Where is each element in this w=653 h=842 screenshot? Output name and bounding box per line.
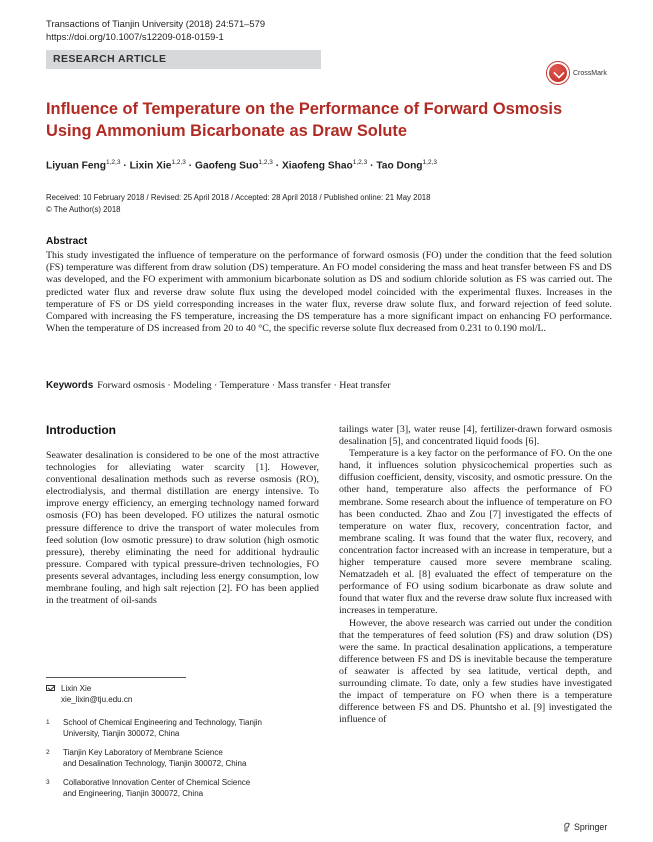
corresponding-email[interactable]: xie_lixin@tju.edu.cn [61,695,133,704]
doi-link[interactable]: https://doi.org/10.1007/s12209-018-0159-1 [46,31,224,42]
author-affiliation: 1,2,3 [171,159,186,166]
keywords-label: Keywords [46,380,94,391]
author-separator: · [123,160,127,172]
crossmark-label: CrossMark [573,69,607,77]
author-name[interactable]: Xiaofeng Shao [281,160,353,172]
publication-dates [46,192,430,215]
author-affiliation: 1,2,3 [422,159,437,166]
article-title [46,99,606,142]
copyright-notice: © The Author(s) 2018 [46,204,121,214]
publisher-name: Springer [574,822,608,832]
publisher-logo [563,822,607,832]
abstract-heading: Abstract [46,236,88,247]
intro-paragraph-continued: tailings water [3], water reuse [4], fertilizer-drawn forward osmosis desalination [5], and concentrated liquid foods [6]. [339,424,612,448]
affiliation-line: Tianjin Key Laboratory of Membrane Science [63,748,223,757]
intro-paragraph-3: However, the above research was carried out under the condition that the temperatures of feed solution (FS) and draw solution (DS) were the same. In practical desalination applications, a temperature difference between FS and DS is inevitable because the temperature of seawater is affected by sea latitude, vertical depth, and surrounding climate. To date, only a few studies have investigated the impact of temperature on FO when there is a temperature difference between FS and DS. Phuntsho et al. [9] investigated the influence of [339,617,612,726]
intro-left-column: Seawater desalination is considered to be one of the most attractive technologies for alleviating water scarcity [1]. However, conventional desalination methods such as reverse osmosis (RO), electrodialysis, and thermal distillation are energy intensive. To improve energy efficiency, an emerging technology named forward osmosis (FO) has been developed. FO utilizes the natural osmotic pressure difference to drive the transport of water molecules from feed solution (low osmotic pressure) to draw solution (high osmotic pressure), thereby eliminating the need for additional hydraulic pressure. Compared with typical pressure-driven technologies, FO presents several advantages, including less energy consumption, low membrane fouling, and high salt rejection [2]. FO has been applied in the treatment of oil-sands [46,450,319,607]
corresponding-author: Lixin Xie [61,684,92,693]
author-separator: · [188,160,193,172]
author-name[interactable]: Tao Dong [376,160,423,172]
author-affiliation: 1,2,3 [352,159,368,166]
affiliation-line: and Desalination Technology, Tianjin 300072, China [63,759,247,768]
author-name[interactable]: Lixin Xie [129,160,172,172]
affiliation-line: and Engineering, Tianjin 300072, China [63,789,204,798]
affiliation-line: University, Tianjin 300072, China [63,729,180,738]
introduction-heading: Introduction [46,423,116,437]
title-line-1: Influence of Temperature on the Performance of Forward Osmosis [46,100,563,118]
author-affiliation: 1,2,3 [258,159,273,166]
journal-citation: Transactions of Tianjin University (2018) 24:571–579 [46,18,266,29]
affiliation-number: 1 [46,719,50,726]
title-line-2: Using Ammonium Bicarbonate as Draw Solute [46,121,407,140]
author-affiliation: 1,2,3 [106,159,121,166]
intro-paragraph-2: Temperature is a key factor on the performance of FO. On the one hand, it influences solution physicochemical properties such as diffusion coefficient, density, viscosity, and osmotic pressure. On the other hand, temperature also affects the performance of FO membrane. Some research about the influence of temperature on FO has been conducted. Zhao and Zou [7] investigated the effects of temperature on water flux, recovery, concentration factor, and membrane scaling. It was found that the water flux, recovery, and concentration factor increased with an increase in temperature, but a higher temperature caused more severe membrane scaling. Nematzadeh et al. [8] evaluated the effect of temperature on the performance of FO using sodium bicarbonate as draw solute and found that water flux and the reverse draw solute flux increased with increases in temperature. [339,448,612,617]
correspondence-block [46,683,132,705]
affiliation-3 [46,777,316,799]
affiliation-line: School of Chemical Engineering and Technology, Tianjin [63,718,262,727]
date-history: Received: 10 February 2018 / Revised: 25 April 2018 / Accepted: 28 April 2018 / Published online: 21 May 2018 [46,193,431,202]
intro-right-column [339,424,612,726]
affiliation-number: 2 [46,749,50,756]
crossmark-icon [547,62,569,84]
affiliation-line: Collaborative Innovation Center of Chemical Science [63,778,251,787]
author-separator: · [370,160,374,172]
affiliation-1 [46,717,316,739]
envelope-icon [46,685,55,691]
springer-horse-icon [563,822,571,832]
footnote-divider [46,677,186,678]
affiliation-2 [46,747,316,769]
crossmark-badge[interactable] [547,62,607,84]
author-name[interactable]: Gaofeng Suo [195,160,259,172]
author-list [46,159,437,171]
journal-header [46,17,265,43]
affiliation-number: 3 [46,779,50,786]
keywords-line [46,380,391,391]
keywords-list: Forward osmosis · Modeling · Temperature · Mass transfer · Heat transfer [97,380,391,391]
author-separator: · [275,160,280,172]
author-name[interactable]: Liyuan Feng [46,160,106,172]
abstract-body: This study investigated the influence of temperature on the performance of forward osmosis (FO) under the condition that the feed solution (FS) temperature was different from draw solution (DS) temperature. An FO model considering the mass and heat transfer between FS and DS was developed, and the FO experiment with ammonium bicarbonate solution as DS and sodium chloride solution as FS was carried out. The predicted water flux and reverse draw solute flux using the developed model coincided with the experimental fluxes. Increases in the temperature of FS or DS yield corresponding increases in the water flux, reverse draw solute flux, and forward rejection of feed solute. Compared with increasing the FS temperature, increasing the DS temperature has a more significant impact on enhancing FO performance. When the temperature of DS increased from 20 to 40 °C, the specific reverse solute flux decreased from 0.231 to 0.190 mol/L. [46,250,612,335]
article-type-banner: RESEARCH ARTICLE [46,50,321,69]
